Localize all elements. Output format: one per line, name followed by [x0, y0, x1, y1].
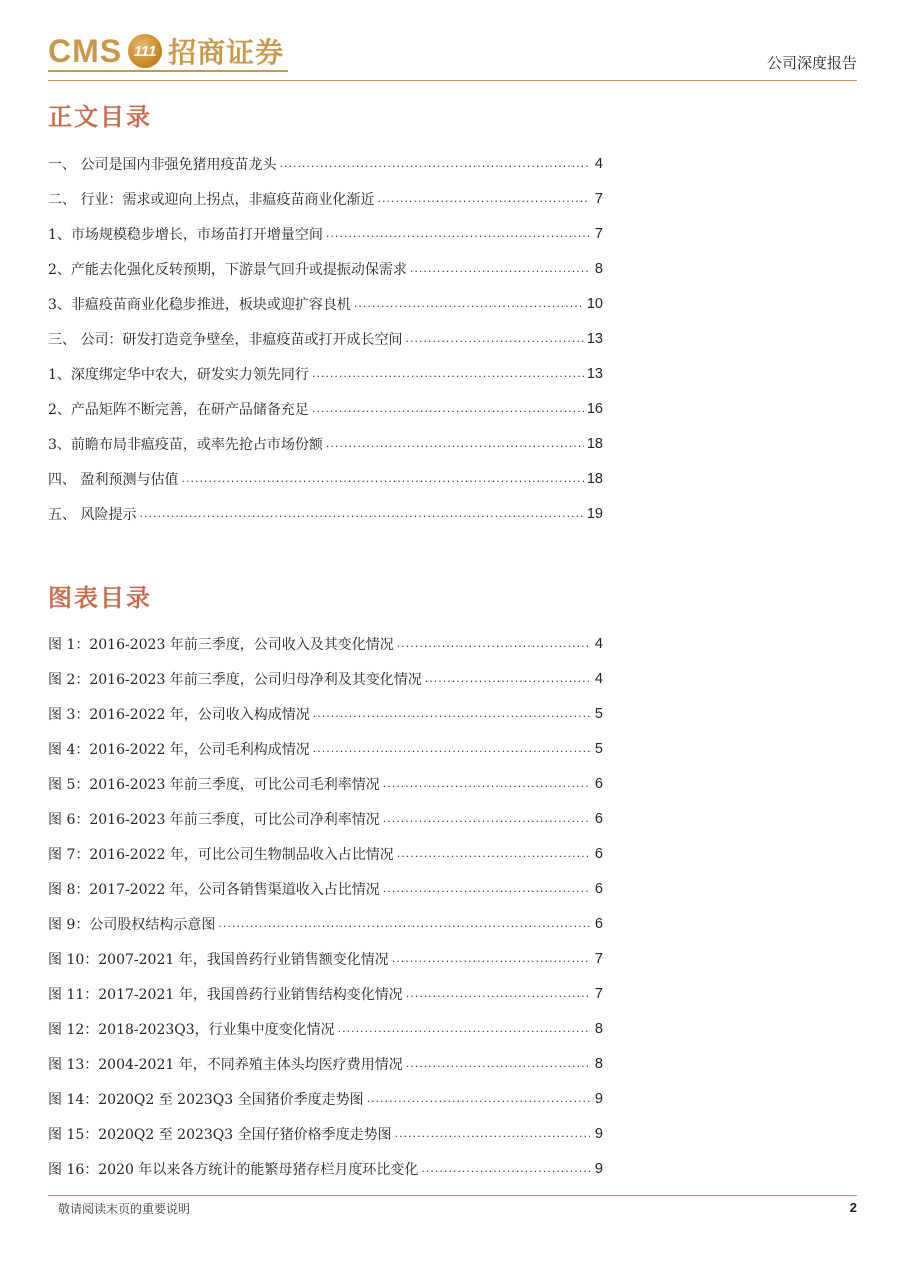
company-logo — [48, 30, 284, 72]
toc-entry-label: 图 6：2016-2023 年前三季度，可比公司净利率情况 — [48, 811, 380, 828]
toc-entry-page: 13 — [586, 365, 603, 382]
toc-entry-page: 19 — [586, 505, 603, 522]
toc-entry[interactable] — [48, 251, 603, 286]
toc-dot-leader — [377, 192, 590, 205]
toc-entry-page: 6 — [594, 915, 603, 932]
toc-entry-label: 图 9：公司股权结构示意图 — [48, 916, 216, 933]
toc-entry[interactable] — [48, 356, 603, 391]
toc-entry-page: 8 — [594, 1055, 603, 1072]
toc-entry-label: 一、 公司是国内非强免猪用疫苗龙头 — [48, 156, 277, 173]
toc-entry-page: 4 — [594, 635, 603, 652]
logo-emblem-icon: 111 — [128, 34, 162, 68]
toc-entry-page: 6 — [594, 775, 603, 792]
toc-entry-label: 3、前瞻布局非瘟疫苗，或率先抢占市场份额 — [48, 436, 323, 453]
toc-entry[interactable] — [48, 941, 603, 976]
toc-entry[interactable] — [48, 906, 603, 941]
toc-dot-leader — [218, 917, 590, 930]
contents-list — [48, 146, 603, 531]
footer-note: 敬请阅读末页的重要说明 — [58, 1202, 191, 1216]
toc-dot-leader — [326, 437, 584, 450]
toc-entry-page: 8 — [594, 1020, 603, 1037]
toc-entry[interactable] — [48, 696, 603, 731]
toc-entry[interactable] — [48, 976, 603, 1011]
toc-dot-leader — [425, 672, 590, 685]
toc-dot-leader — [367, 1092, 590, 1105]
toc-dot-leader — [312, 402, 584, 415]
toc-entry[interactable] — [48, 1116, 603, 1151]
toc-entry-label: 图 8：2017-2022 年，公司各销售渠道收入占比情况 — [48, 881, 380, 898]
toc-dot-leader — [410, 262, 590, 275]
toc-entry-page: 16 — [586, 400, 603, 417]
toc-dot-leader — [383, 812, 590, 825]
toc-entry-label: 1、市场规模稳步增长，市场苗打开增量空间 — [48, 226, 323, 243]
page-header — [0, 0, 905, 82]
toc-entry-page: 7 — [594, 225, 603, 242]
toc-entry-page: 6 — [594, 810, 603, 827]
figures-list — [48, 626, 603, 1186]
toc-dot-leader — [397, 847, 590, 860]
toc-entry-label: 2、产能去化强化反转预期，下游景气回升或提振动保需求 — [48, 261, 407, 278]
toc-entry[interactable] — [48, 216, 603, 251]
toc-entry-page: 9 — [594, 1125, 603, 1142]
toc-dot-leader — [421, 1162, 590, 1175]
toc-entry-page: 7 — [594, 950, 603, 967]
footer-divider — [48, 1195, 857, 1196]
toc-entry-page: 4 — [594, 670, 603, 687]
toc-entry[interactable] — [48, 461, 603, 496]
toc-dot-leader — [313, 742, 590, 755]
contents-title: 正文目录 — [48, 102, 152, 131]
logo-underline — [48, 70, 288, 72]
toc-entry-page: 8 — [594, 260, 603, 277]
toc-dot-leader — [392, 952, 590, 965]
toc-dot-leader — [406, 987, 590, 1000]
toc-entry[interactable] — [48, 836, 603, 871]
toc-dot-leader — [395, 1127, 590, 1140]
toc-entry[interactable] — [48, 766, 603, 801]
toc-entry-page: 5 — [594, 740, 603, 757]
toc-entry-page: 5 — [594, 705, 603, 722]
toc-entry-label: 图 3：2016-2022 年，公司收入构成情况 — [48, 706, 310, 723]
toc-dot-leader — [312, 367, 584, 380]
toc-entry[interactable] — [48, 321, 603, 356]
toc-entry[interactable] — [48, 1151, 603, 1186]
toc-entry-label: 图 7：2016-2022 年，可比公司生物制品收入占比情况 — [48, 846, 394, 863]
toc-entry[interactable] — [48, 731, 603, 766]
toc-entry-label: 图 12：2018-2023Q3，行业集中度变化情况 — [48, 1021, 335, 1038]
toc-entry[interactable] — [48, 661, 603, 696]
toc-entry-label: 图 11：2017-2021 年，我国兽药行业销售结构变化情况 — [48, 986, 403, 1003]
toc-entry-label: 二、 行业：需求或迎向上拐点，非瘟疫苗商业化渐近 — [48, 191, 375, 208]
toc-entry-label: 三、 公司：研发打造竞争壁垒，非瘟疫苗或打开成长空间 — [48, 331, 403, 348]
toc-entry-label: 五、 风险提示 — [48, 506, 137, 523]
toc-entry-page: 9 — [594, 1090, 603, 1107]
logo-chinese-text: 招商证券 — [168, 36, 285, 69]
toc-dot-leader — [405, 332, 583, 345]
toc-entry-page: 6 — [594, 880, 603, 897]
toc-entry-label: 四、 盈利预测与估值 — [48, 471, 179, 488]
toc-entry[interactable] — [48, 801, 603, 836]
toc-entry-page: 13 — [586, 330, 603, 347]
toc-entry-label: 图 2：2016-2023 年前三季度，公司归母净利及其变化情况 — [48, 671, 422, 688]
toc-entry[interactable] — [48, 871, 603, 906]
toc-dot-leader — [139, 507, 583, 520]
toc-entry-label: 图 1：2016-2023 年前三季度，公司收入及其变化情况 — [48, 636, 394, 653]
toc-entry[interactable] — [48, 181, 603, 216]
toc-entry-page: 7 — [594, 985, 603, 1002]
toc-entry-label: 3、非瘟疫苗商业化稳步推进，板块或迎扩容良机 — [48, 296, 351, 313]
toc-entry-page: 6 — [594, 845, 603, 862]
toc-entry-page: 18 — [586, 435, 603, 452]
toc-entry-label: 图 16：2020 年以来各方统计的能繁母猪存栏月度环比变化 — [48, 1161, 419, 1178]
toc-entry[interactable] — [48, 286, 603, 321]
toc-entry-label: 2、产品矩阵不断完善，在研产品储备充足 — [48, 401, 309, 418]
toc-dot-leader — [181, 472, 583, 485]
toc-entry[interactable] — [48, 1011, 603, 1046]
toc-entry-label: 图 15：2020Q2 至 2023Q3 全国仔猪价格季度走势图 — [48, 1126, 392, 1143]
toc-entry-page: 4 — [594, 155, 603, 172]
toc-dot-leader — [406, 1057, 590, 1070]
toc-dot-leader — [383, 777, 590, 790]
toc-entry-page: 7 — [594, 190, 603, 207]
toc-entry-label: 图 10：2007-2021 年，我国兽药行业销售额变化情况 — [48, 951, 389, 968]
toc-entry[interactable] — [48, 626, 603, 661]
toc-dot-leader — [338, 1022, 590, 1035]
toc-dot-leader — [326, 227, 590, 240]
toc-entry-label: 图 14：2020Q2 至 2023Q3 全国猪价季度走势图 — [48, 1091, 364, 1108]
toc-entry-page: 10 — [586, 295, 603, 312]
toc-entry-label: 图 13：2004-2021 年，不同养殖主体头均医疗费用情况 — [48, 1056, 403, 1073]
toc-entry-label: 图 5：2016-2023 年前三季度，可比公司毛利率情况 — [48, 776, 380, 793]
logo-cms-text: CMS — [48, 32, 123, 69]
toc-entry[interactable] — [48, 391, 603, 426]
figures-title: 图表目录 — [48, 583, 152, 612]
toc-dot-leader — [279, 157, 590, 170]
toc-entry[interactable] — [48, 1081, 603, 1116]
toc-entry-page: 18 — [586, 470, 603, 487]
report-type-label: 公司深度报告 — [766, 54, 857, 72]
toc-entry[interactable] — [48, 146, 603, 181]
toc-dot-leader — [313, 707, 590, 720]
toc-dot-leader — [397, 637, 590, 650]
toc-dot-leader — [354, 297, 584, 310]
toc-entry-page: 9 — [594, 1160, 603, 1177]
header-divider — [48, 80, 857, 81]
page-number: 2 — [849, 1200, 857, 1215]
toc-entry[interactable] — [48, 1046, 603, 1081]
toc-entry-label: 1、深度绑定华中农大，研发实力领先同行 — [48, 366, 309, 383]
toc-entry[interactable] — [48, 426, 603, 461]
toc-entry-label: 图 4：2016-2022 年，公司毛利构成情况 — [48, 741, 310, 758]
toc-dot-leader — [383, 882, 590, 895]
toc-entry[interactable] — [48, 496, 603, 531]
